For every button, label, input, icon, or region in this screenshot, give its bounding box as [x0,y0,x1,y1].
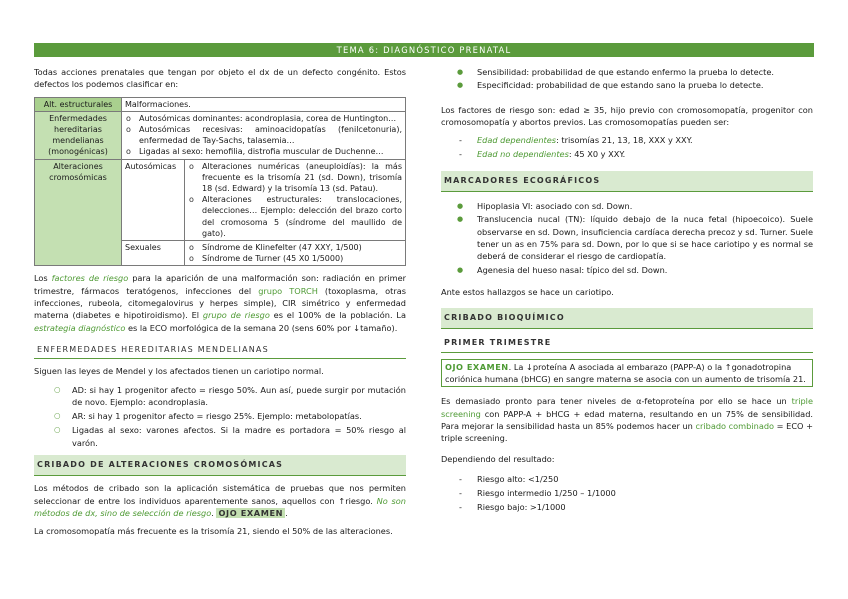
classification-table [34,97,406,267]
row-mendelian-head: Enfermedades hereditarias mendelianas (monogénicas) [35,111,122,159]
risk-group-term: grupo de riesgo [202,310,270,321]
list-item: ● Especificidad: probabilidad de que estando sano la prueba lo detecte. [441,79,813,91]
list-item: - Riesgo intermedio 1/250 – 1/1000 [441,487,813,499]
screening-last: La cromosomopatía más frecuente es la trisomía 21, siendo el 50% de las alteraciones. [34,526,393,537]
row-chromosomal-head: Alteraciones cromosómicas [35,159,122,266]
mendelian-items [34,384,406,449]
depending-text: Dependiendo del resultado: [441,453,555,464]
list-item: ● Sensibilidad: probabilidad de que estando enfermo la prueba lo detecte. [441,66,813,78]
sexual-list [188,242,402,264]
list-item: - Riesgo bajo: >1/1000 [441,501,813,513]
list-item: ○ AD: si hay 1 progenitor afecto = riesgo 50%. Aun así, puede surgir por mutación de novo. Ejemplo: acondroplasia. [34,384,406,409]
list-item: ○ Ligadas al sexo: varones afectos. Si la madre es portadora = 50% riesgo al varón. [34,424,406,449]
markers-list [441,200,813,276]
risk-levels-list [441,473,813,514]
screening-section-heading: CRIBADO DE ALTERACIONES CROMOSÓMICAS [34,455,406,476]
list-item: o Alteraciones estructurales: translocaciones, delecciones… Ejemplo: delección del brazo corto del cromosoma 5 (síndrome del maullido de gato). [188,194,402,239]
exam-highlight: OJO EXAMEN [218,507,284,518]
row-structural-text: Malformaciones. [122,97,406,111]
list-item: o Autosómicas recesivas: aminoacidopatías (fenilcetonuria), enfermedad de Tay-Sachs, talasemia… [125,124,402,146]
list-item: - Riesgo alto: <1/250 [441,473,813,485]
screening-paragraph: Los métodos de cribado son la aplicación sistemática de pruebas que nos permiten seleccionar de entre los individuos aparentemente sanos, aquellos con ↑riesgo. No son métodos de dx, sino de selección de riesgo. OJO EXAMEN . [34,483,406,518]
page-title: TEMA 6: DIAGNÓSTICO PRENATAL [34,43,814,57]
sexual-label: Sexuales [122,241,185,266]
exam-box: OJO EXAMEN. La ↓proteína A asociada al embarazo (PAPP-A) o la ↑gonadotropina coriónica humana (bHCG) en sangre materna se asocia con un aumento de trisomía 21. [441,359,813,388]
list-item: ● Agenesia del hueso nasal: típico del sd. Down. [441,264,813,276]
right-column [441,66,813,520]
intro-paragraph: Todas acciones prenatales que tengan por objeto el dx de un defecto congénito. Estos defectos los podemos clasificar en: [34,67,406,90]
list-item: o Alteraciones numéricas (aneuploidías): la más frecuente es la trisomía 21 (sd. Down), trisomía 18 (sd. Edward) y la trisomía 13 (sd. Patau). [188,161,402,195]
strategy-term: estrategia diagnóstico [34,322,126,333]
torch-term: grupo TORCH [258,285,318,296]
risk-factors-paragraph: Los factores de riesgo son: edad ≥ 35, hijo previo con cromosomopatía, progenitor con cromosomopatía y abortos previos. Las cromosomopatías pueden ser: [441,104,813,127]
left-column [34,66,406,543]
risk-paragraph: Los factores de riesgo para la aparición de una malformación son: radiación en primer trimestre, fármacos teratógenos, infecciones del grupo TORCH (toxoplasma, otras infecciones, rubeola, citomegalovirus y herpes simple), CIR simétrico y enfermedad materna (diabetes e hipotiroidismo). El grupo de riesgo es el 100% de la población. La estrategia diagnóstico es la ECO morfológica de la semana 20 (sens 60% por ↓tamaño). [34,273,407,333]
list-item: - Edad dependientes: trisomías 21, 13, 18, XXX y XXY. [441,134,813,146]
mendelian-section-heading: ENFERMEDADES HEREDITARIAS MENDELIANAS [34,342,406,359]
autosomal-list [188,161,402,239]
risk-factors-term: factores de riesgo [51,273,129,284]
sens-spec-list [441,66,813,92]
mendelian-list [125,113,402,158]
triple-screening-term: triple screening [441,396,813,419]
markers-section-heading: MARCADORES ECOGRÁFICOS [441,171,813,192]
list-item: o Síndrome de Turner (45 X0 1/5000) [188,253,402,264]
list-item: o Ligadas al sexo: hemofilia, distrofia muscular de Duchenne… [125,146,402,157]
not-dx-note: No son métodos de dx, sino de selección de riesgo [34,495,406,518]
markers-after: Ante estos hallazgos se hace un cariotipo. [441,286,614,297]
row-structural-head: Alt. estructurales [35,97,122,111]
list-item: ○ AR: si hay 1 progenitor afecto = riesgo 25%. Ejemplo: metabolopatías. [34,410,406,422]
list-item: ● Translucencia nucal (TN): líquido debajo de la nuca fetal (hipoecoico). Suele observarse en sd. Down, insuficiencia cardíaca derecha precoz y sd. Turner. Suele tener un as en 75% para sd. Down, por lo que si se hace cariotipo y es normal se deberá de considerar el riesgo de cardiopatía. [441,213,813,262]
list-item: o Síndrome de Klinefelter (47 XXY, 1/500) [188,242,402,253]
combined-screening-term: cribado combinado [695,420,775,431]
mendelian-intro: Siguen las leyes de Mendel y los afectados tienen un cariotipo normal. [34,366,324,377]
list-item: - Edad no dependientes: 45 X0 y XXY. [441,148,813,160]
triple-screening-paragraph: Es demasiado pronto para tener niveles de α-fetoproteína por ello se hace un triple screening con PAPP-A + bHCG + edad materna, resultando en un 75% de sensibilidad. Para mejorar la sensibilidad hasta un 85% podemos hacer un cribado combinado = ECO + triple screening. [441,396,813,444]
first-trimester-heading: PRIMER TRIMESTRE [441,335,813,352]
list-item: ● Hipoplasia VI: asociado con sd. Down. [441,200,813,212]
exam-label: OJO EXAMEN [445,361,509,372]
biochem-section-heading: CRIBADO BIOQUÍMICO [441,308,813,329]
list-item: o Autosómicas dominantes: acondroplasia, corea de Huntington… [125,113,402,124]
age-list [441,134,813,161]
autosomal-label: Autosómicas [122,159,185,240]
